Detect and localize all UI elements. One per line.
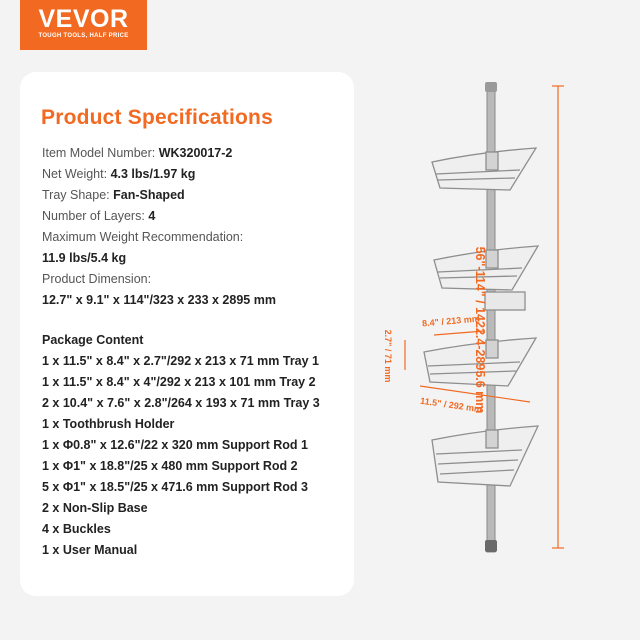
spec-shape (42, 188, 185, 202)
spec-layers-value: 4 (148, 209, 156, 223)
brand-tagline: TOUGH TOOLS, HALF PRICE (38, 33, 129, 39)
pole-base (485, 540, 497, 552)
package-item: 2 x Non-Slip Base (42, 501, 148, 515)
spec-layers (42, 209, 155, 223)
spec-weight (42, 167, 195, 181)
package-item: 1 x 11.5" x 8.4" x 2.7"/292 x 213 x 71 mm Tray 1 (42, 354, 320, 368)
specs-title: Product Specifications (41, 106, 273, 129)
brand-name: VEVOR (38, 5, 129, 33)
spec-model-value: WK320017-2 (158, 146, 233, 160)
spec-model (42, 146, 232, 160)
package-item: 1 x Φ1" x 18.8"/25 x 480 mm Support Rod 2 (42, 459, 298, 473)
package-item: 1 x Φ0.8" x 12.6"/22 x 320 mm Support Rod 1 (42, 438, 308, 452)
spec-max-weight (42, 251, 126, 265)
package-item: 4 x Buckles (42, 522, 111, 536)
spec-dimension-label: Product Dimension: (42, 272, 152, 286)
spec-dimension (42, 293, 276, 307)
pole-top-cap (485, 82, 497, 92)
shower-caddy-illustration (370, 70, 630, 570)
tray-1 (432, 148, 536, 190)
tray-height-label: 2.7" / 71 mm (383, 329, 393, 383)
width-label: 11.5" / 292 mm (419, 395, 483, 415)
spec-shape-value: Fan-Shaped (113, 188, 185, 202)
spec-weight-label: Net Weight: (42, 167, 108, 181)
spec-max-weight-value: 11.9 lbs/5.4 kg (42, 251, 127, 265)
package-title: Package Content (42, 333, 144, 347)
vevor-logo (20, 0, 147, 50)
spec-max-weight-label: Maximum Weight Recommendation: (42, 230, 244, 244)
spec-shape-label: Tray Shape: (42, 188, 110, 202)
package-item: 1 x Toothbrush Holder (42, 417, 175, 431)
package-item: 5 x Φ1" x 18.5"/25 x 471.6 mm Support Rod 3 (42, 480, 308, 494)
package-item: 1 x 11.5" x 8.4" x 4"/292 x 213 x 101 mm Tray 2 (42, 375, 316, 389)
depth-label: 8.4" / 213 mm (421, 313, 481, 329)
spec-layers-label: Number of Layers: (42, 209, 145, 223)
height-label: 56"-114" / 1422.4-2895.6 mm (473, 246, 487, 414)
tray-4 (432, 426, 538, 486)
spec-model-label: Item Model Number: (42, 146, 156, 160)
spec-weight-value: 4.3 lbs/1.97 kg (110, 167, 196, 181)
specifications-card (20, 72, 354, 596)
package-item: 1 x User Manual (42, 543, 138, 557)
spec-dimension-value: 12.7" x 9.1" x 114"/323 x 233 x 2895 mm (42, 293, 276, 307)
package-item: 2 x 10.4" x 7.6" x 2.8"/264 x 193 x 71 mm Tray 3 (42, 396, 320, 410)
